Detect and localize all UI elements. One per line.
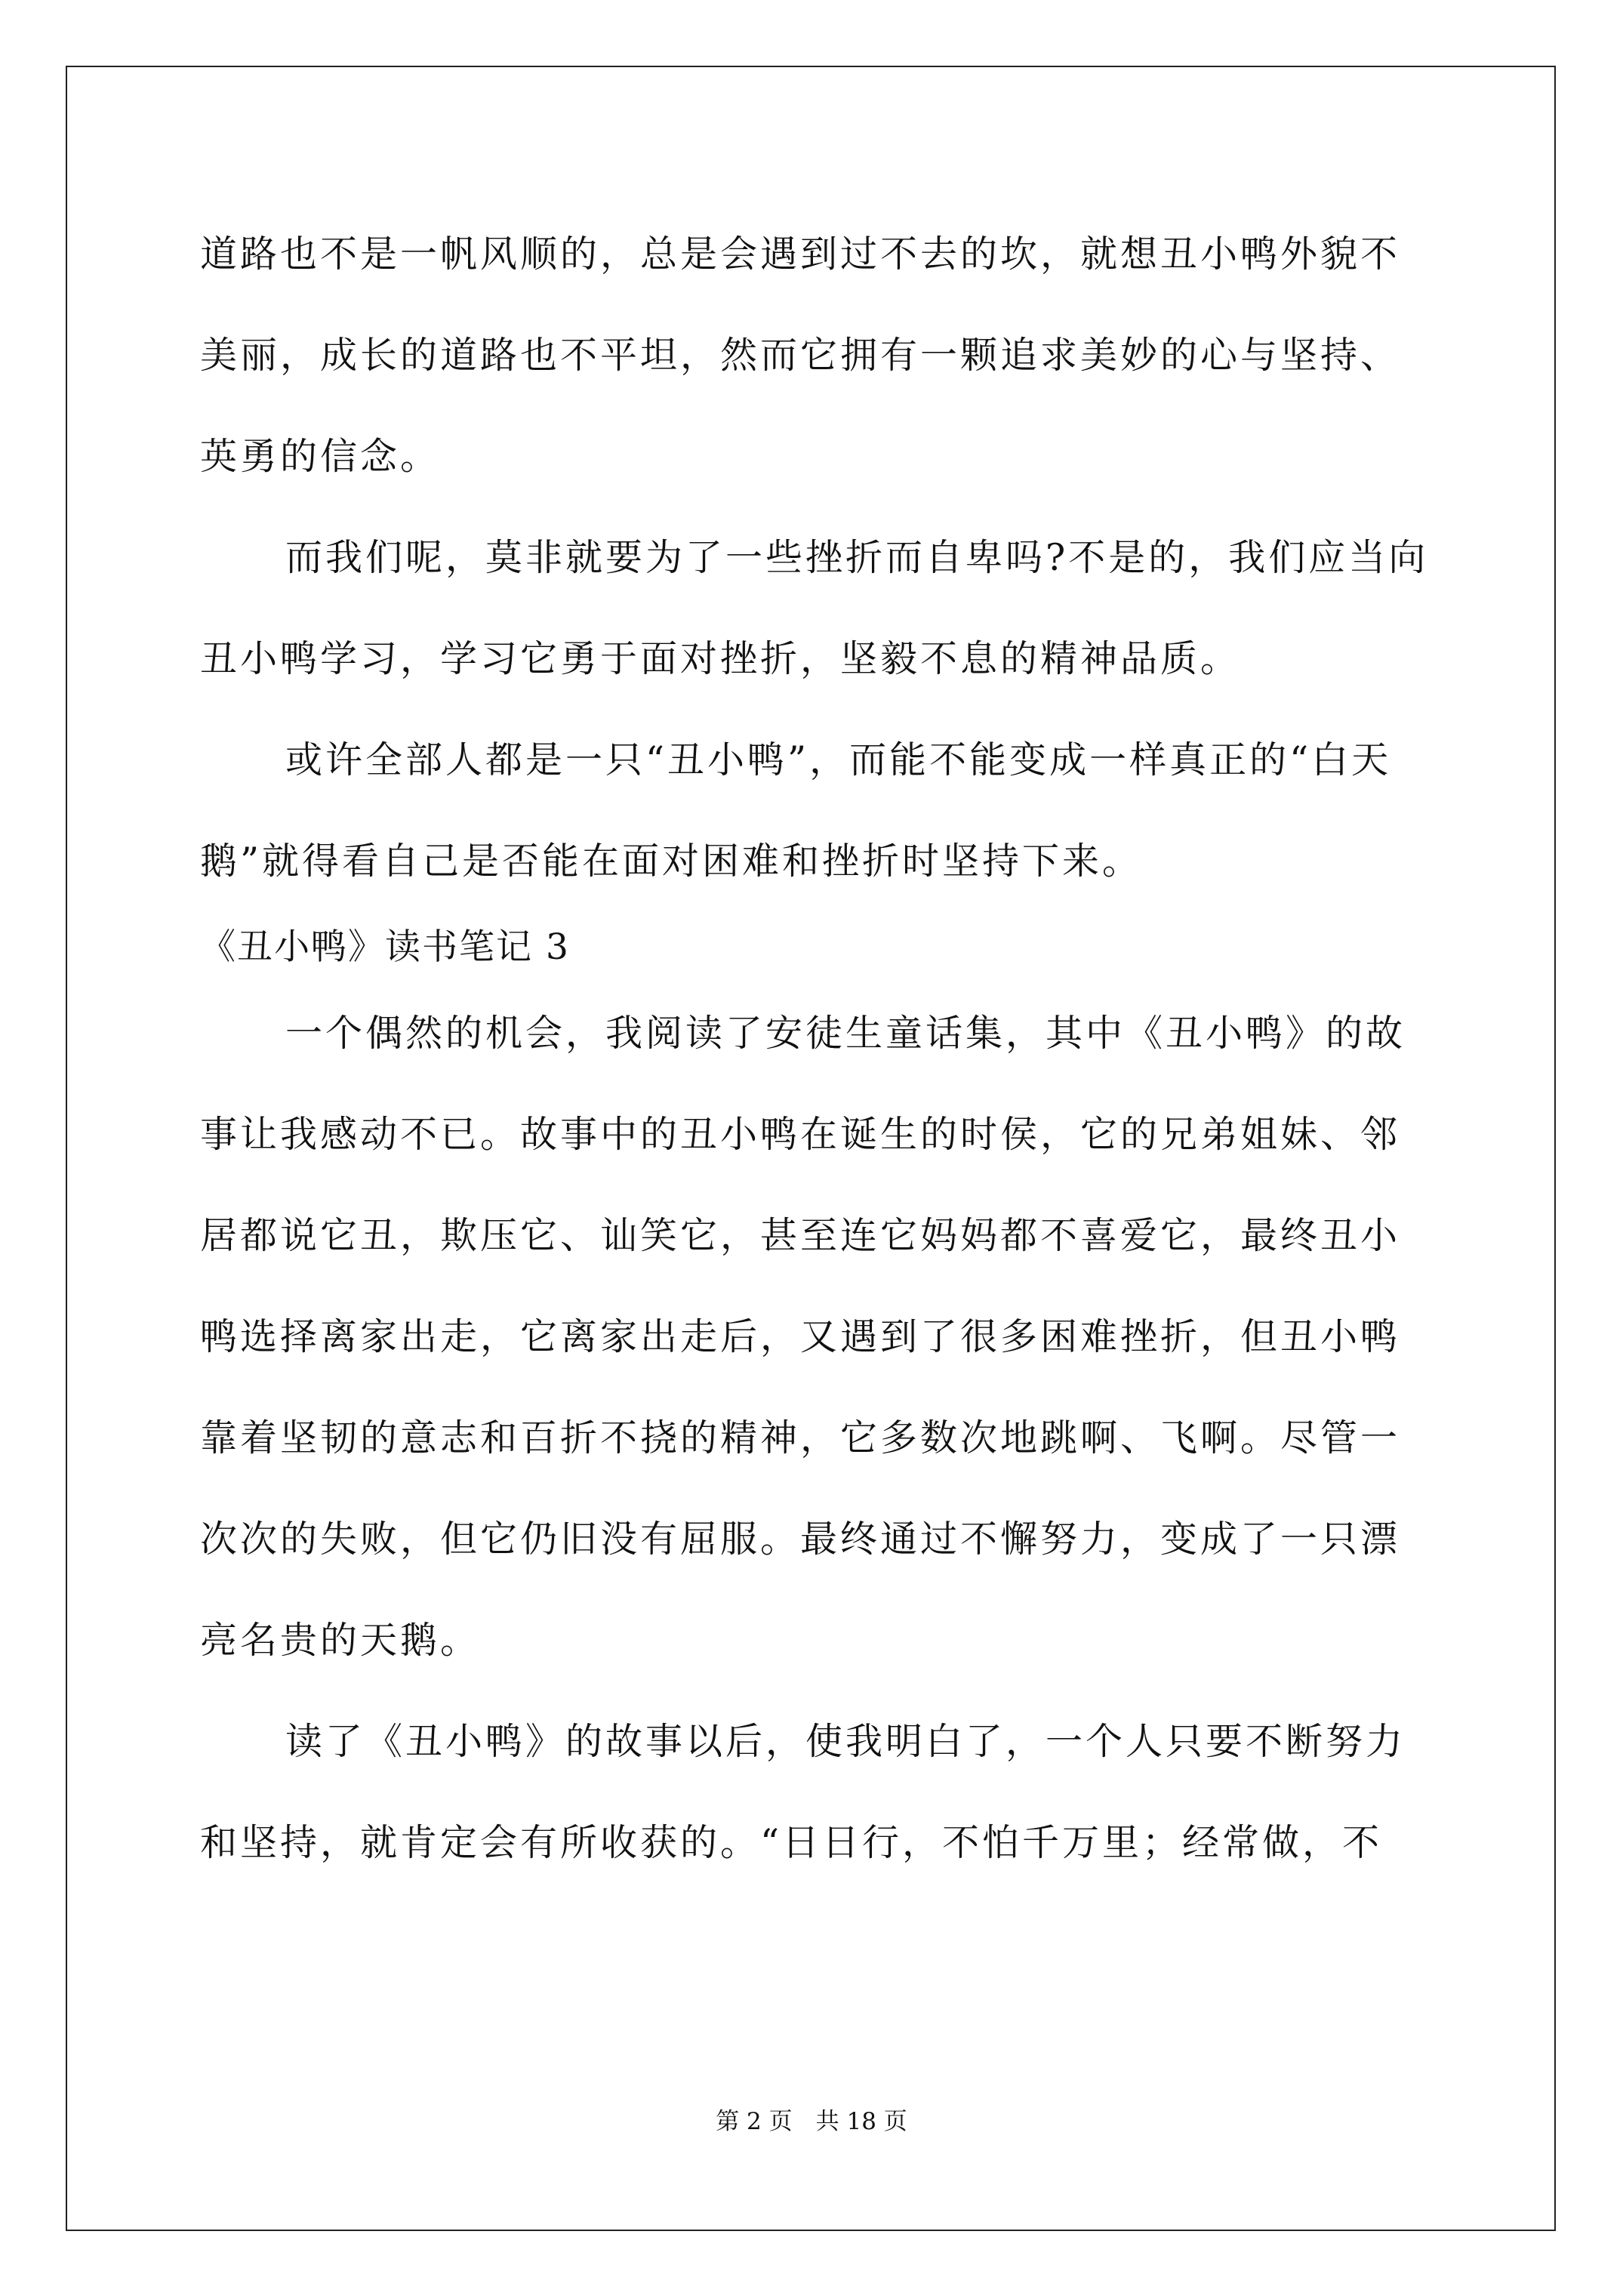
text-line: 道路也不是一帆风顺的，总是会遇到过不去的坎，就想丑小鸭外貌不 — [200, 233, 1401, 276]
text-line: 和坚持，就肯定会有所收获的。“日日行，不怕千万里；经常做，不 — [200, 1821, 1383, 1864]
text-line: 次次的失败，但它仍旧没有屈服。最终通过不懈努力，变成了一只漂 — [200, 1518, 1401, 1561]
document-body — [200, 219, 1431, 1878]
text-line: 美丽，成长的道路也不平坦，然而它拥有一颗追求美妙的心与坚持、 — [200, 334, 1401, 377]
text-line: 或许全部人都是一只“丑小鸭”，而能不能变成一样真正的“白天 — [285, 738, 1392, 781]
text-line: 读了《丑小鸭》的故事以后，使我明白了，一个人只要不断努力 — [285, 1720, 1406, 1763]
text-line: 丑小鸭学习，学习它勇于面对挫折，坚毅不息的精神品质。 — [200, 637, 1241, 680]
paragraph — [200, 725, 1431, 897]
paragraph — [200, 219, 1431, 492]
text-line: 亮名贵的天鹅。 — [200, 1619, 481, 1662]
text-line: 一个偶然的机会，我阅读了安徒生童话集，其中《丑小鸭》的故 — [285, 1012, 1406, 1055]
section-heading: 《丑小鸭》读书笔记 3 — [200, 926, 570, 968]
text-line: 鹅”就得看自己是否能在面对困难和挫折时坚持下来。 — [200, 840, 1143, 883]
text-line: 英勇的信念。 — [200, 435, 441, 478]
paragraph — [200, 522, 1431, 695]
text-line: 而我们呢，莫非就要为了一些挫折而自卑吗?不是的，我们应当向 — [285, 536, 1429, 579]
paragraph — [200, 998, 1431, 1676]
paragraph — [200, 1706, 1431, 1878]
page-footer: 第 2 页 共 18 页 — [716, 2108, 907, 2135]
text-line: 事让我感动不已。故事中的丑小鸭在诞生的时侯，它的兄弟姐妹、邻 — [200, 1113, 1401, 1156]
text-line: 鸭选择离家出走，它离家出走后，又遇到了很多困难挫折，但丑小鸭 — [200, 1315, 1401, 1358]
text-line: 靠着坚韧的意志和百折不挠的精神，它多数次地跳啊、飞啊。尽管一 — [200, 1416, 1401, 1459]
text-line: 居都说它丑，欺压它、讪笑它，甚至连它妈妈都不喜爱它，最终丑小 — [200, 1214, 1401, 1257]
